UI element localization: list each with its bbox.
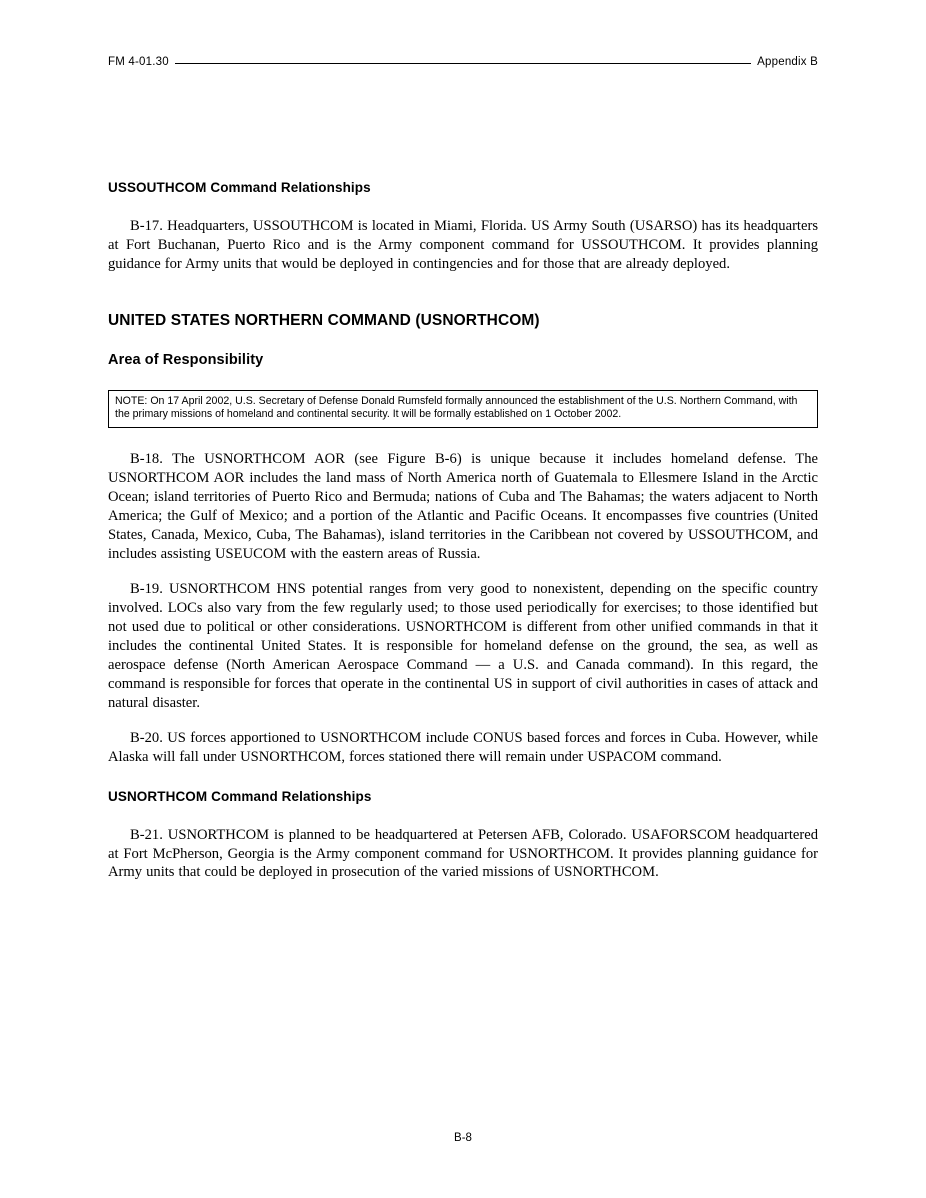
- header-rule: [175, 62, 751, 64]
- running-header: [108, 48, 818, 68]
- paragraph-b-19: B-19. USNORTHCOM HNS potential ranges from very good to nonexistent, depending on the specific country involved. LOCs also vary from the few regularly used; to those used periodically for exercises; to those identified but not used due to political or other considerations. USNORTHCOM is different from other unified commands in that it includes the continental United States. It is responsible for homeland defense on the ground, the sea, as well as aerospace defense (North American Aerospace Command — a U.S. and Canada command). In this regard, the command is responsible for forces that operate in the continental US in support of civil authorities in cases of attack and natural disaster.: [108, 580, 818, 711]
- paragraph-b-21: B-21. USNORTHCOM is planned to be headquartered at Petersen AFB, Colorado. USAFORSCOM headquartered at Fort McPherson, Georgia is the Army component command for USNORTHCOM. It provides planning guidance for Army units that could be deployed in prosecution of the varied missions of USNORTHCOM.: [108, 826, 818, 881]
- heading-ussouthcom-command-relationships: USSOUTHCOM Command Relationships: [108, 180, 371, 195]
- note-text: NOTE: On 17 April 2002, U.S. Secretary of Defense Donald Rumsfeld formally announced the establishment of the U.S. Northern Command, with the primary missions of homeland and continental security. It will be formally established on 1 October 2002.: [115, 394, 798, 421]
- heading-area-of-responsibility: Area of Responsibility: [108, 351, 264, 368]
- paragraph-b-18: B-18. The USNORTHCOM AOR (see Figure B-6) is unique because it includes homeland defense. The USNORTHCOM AOR includes the land mass of North America north of Guatemala to Ellesmere Island in the Arctic Ocean; island territories of Puerto Rico and Bermuda; nations of Cuba and The Bahamas; the waters adjacent to North America; the Gulf of Mexico; and a portion of the Atlantic and Pacific Oceans. It encompasses five countries (United States, Canada, Mexico, Cuba, The Bahamas), island territories in the Caribbean not covered by USSOUTHCOM, and includes assisting USEUCOM with the eastern areas of Russia.: [108, 451, 818, 562]
- header-appendix-label: Appendix B: [757, 56, 818, 68]
- note-callout-box: [108, 390, 818, 428]
- page-number: B-8: [454, 1132, 472, 1144]
- page-footer: [0, 1132, 926, 1144]
- header-manual-number: FM 4-01.30: [108, 56, 169, 68]
- heading-united-states-northern-command: UNITED STATES NORTHERN COMMAND (USNORTHCOM): [108, 311, 540, 329]
- page-content: [108, 180, 818, 882]
- heading-usnorthcom-command-relationships: USNORTHCOM Command Relationships: [108, 788, 372, 804]
- paragraph-b-20: B-20. US forces apportioned to USNORTHCOM include CONUS based forces and forces in Cuba. However, while Alaska will fall under USNORTHCOM, forces stationed there will remain under USPACOM command.: [108, 729, 818, 765]
- paragraph-b-17: B-17. Headquarters, USSOUTHCOM is located in Miami, Florida. US Army South (USARSO) has its headquarters at Fort Buchanan, Puerto Rico and is the Army component command for USSOUTHCOM. It provides planning guidance for Army units that would be deployed in contingencies and for those that are already deployed.: [108, 218, 818, 272]
